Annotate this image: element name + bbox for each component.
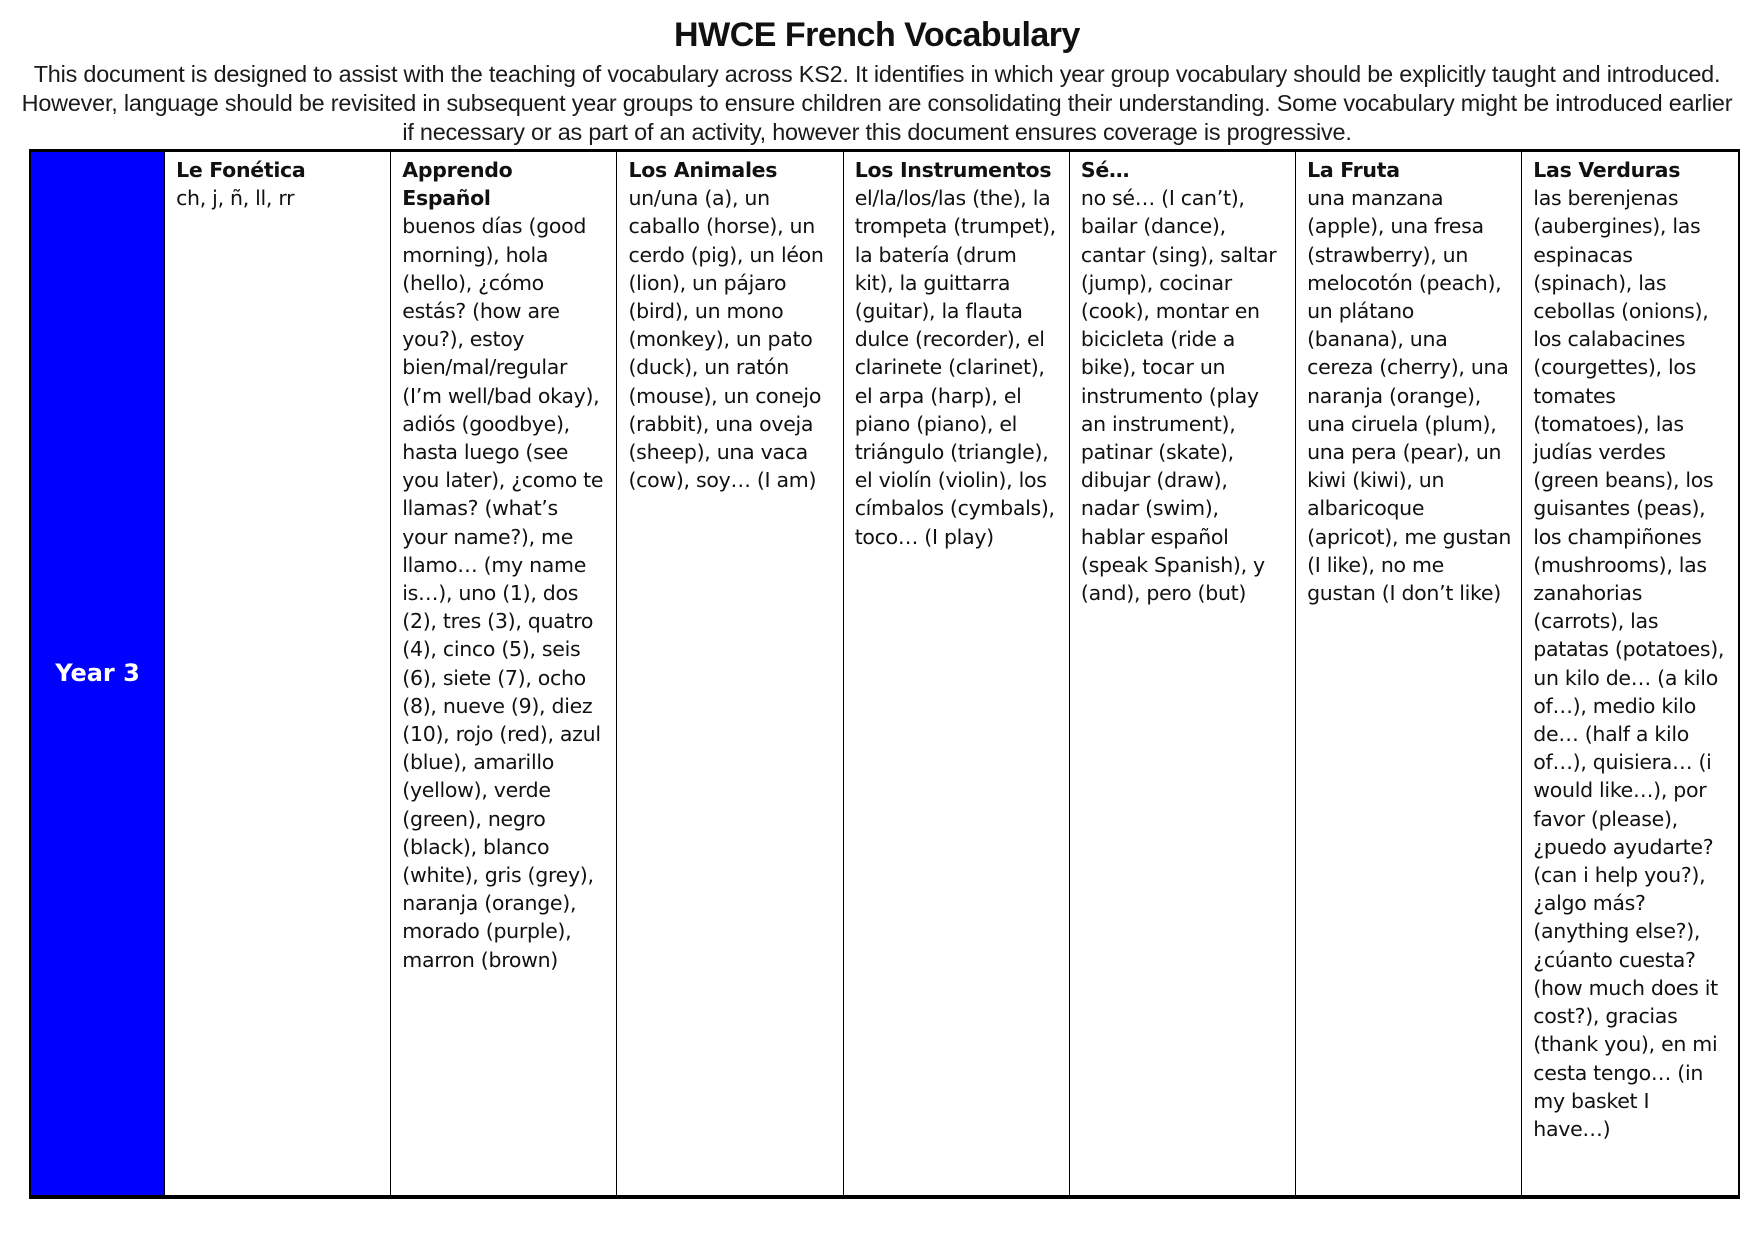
column-heading: Apprendo Español — [402, 158, 513, 211]
column-heading: Sé… — [1080, 158, 1130, 182]
column-vocabulary: no sé… (I can’t), bailar (dance), cantar (sing), saltar (jump), cocinar (cook), montar en bicicleta (ride a bike), tocar un instrumento (play an instrument), patinar (skate), dibujar (draw), nadar (swim), hablar español (speak Spanish), y (and), pero (but) — [1080, 186, 1277, 606]
column-vegetables — [1522, 151, 1739, 1198]
year-label: Year 3 — [55, 659, 140, 688]
column-phonics — [165, 151, 391, 1198]
column-vocabulary: las berenjenas (aubergines), las espinacas (spinach), las cebollas (onions), los calabacines (courgettes), los tomates (tomatoes), las judías verdes (green beans), los guisantes (peas), los champiñones (mushrooms), las zanahorias (carrots), las patatas (potatoes), un kilo de… (a kilo of…), medio kilo de… (half a kilo of…), quisiera… (i would like…), por favor (please), ¿puedo ayudarte? (can i help you?), ¿algo más? (anything else?), ¿cúanto cuesta? (how much does it cost?), gracias (thank you), en mi cesta tengo… (in my basket I have…) — [1533, 186, 1725, 1141]
column-heading: Los Instrumentos — [854, 158, 1052, 182]
column-i-can — [1069, 151, 1295, 1198]
year-label-cell — [30, 151, 165, 1198]
column-fruit — [1296, 151, 1522, 1198]
column-vocabulary: buenos días (good morning), hola (hello), ¿cómo estás? (how are you?), estoy bien/mal/regular (I’m well/bad okay), adiós (goodbye), hasta luego (see you later), ¿como te llamas? (what’s your name?), me llamo… (my name is…), uno (1), dos (2), tres (3), quatro (4), cinco (5), seis (6), siete (7), ocho (8), nueve (9), diez (10), rojo (red), azul (blue), amarillo (yellow), verde (green), negro (black), blanco (white), gris (grey), naranja (orange), morado (purple), marron (brown) — [402, 214, 604, 972]
column-heading: Las Verduras — [1533, 158, 1681, 182]
column-vocabulary: ch, j, ñ, ll, rr — [176, 186, 295, 211]
column-learn-spanish — [391, 151, 617, 1198]
vocabulary-table — [29, 149, 1740, 1199]
column-vocabulary: el/la/los/las (the), la trompeta (trumpet), la batería (drum kit), la guittarra (guitar), la flauta dulce (recorder), el clarinete (clarinet), el arpa (harp), el piano (piano), el triángulo (triangle), el violín (violin), los címbalos (cymbals), toco… (I play) — [854, 186, 1056, 549]
column-vocabulary: una manzana (apple), una fresa (strawberry), un melocotón (peach), un plátano (banana), una cereza (cherry), una naranja (orange), una ciruela (plum), una pera (pear), un kiwi (kiwi), un albaricoque (apricot), me gustan (I like), no me gustan (I don’t like) — [1307, 186, 1512, 606]
intro-paragraph: This document is designed to assist with the teaching of vocabulary across KS2. It identifies in which year group vocabulary should be explicitly taught and introduced. However, language should be revisited in subsequent year groups to ensure children are consolidating their understanding. Some vocabulary might be introduced earlier if necessary or as part of an activity, however this document ensures coverage is progressive. — [21, 61, 1733, 145]
column-heading: Los Animales — [628, 158, 778, 182]
column-heading: La Fruta — [1307, 158, 1400, 182]
column-heading: Le Fonética — [176, 158, 306, 182]
table-row-year-3 — [30, 151, 1739, 1198]
column-animals — [617, 151, 843, 1198]
page-title: HWCE French Vocabulary — [674, 16, 1080, 54]
column-vocabulary: un/una (a), un caballo (horse), un cerdo (pig), un léon (lion), un pájaro (bird), un mono (monkey), un pato (duck), un ratón (mouse), un conejo (rabbit), una oveja (sheep), una vaca (cow), soy… (I am) — [628, 186, 824, 493]
column-instruments — [843, 151, 1069, 1198]
